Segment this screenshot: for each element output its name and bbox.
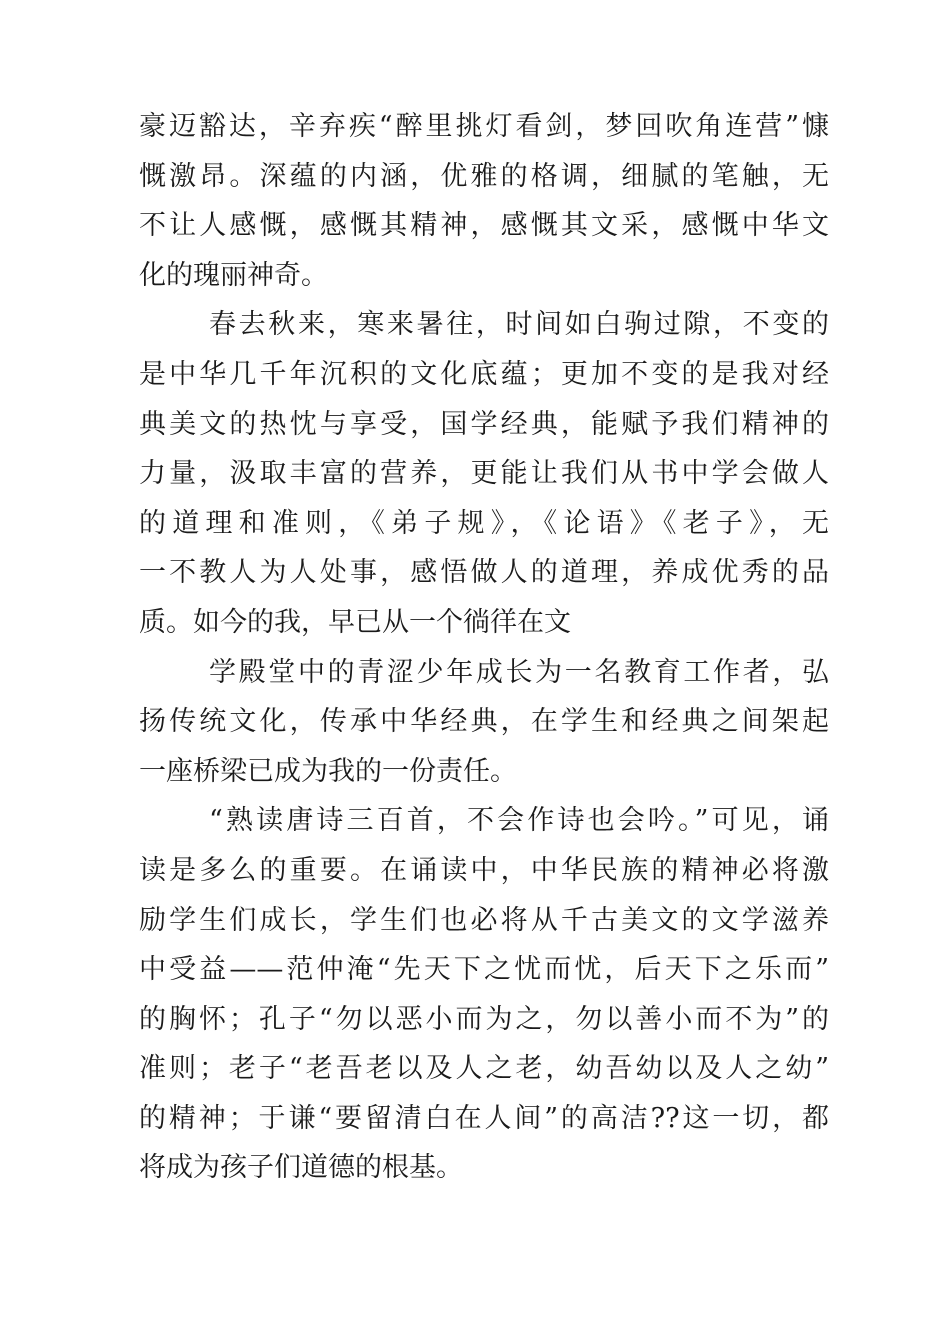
- paragraph-4: [139, 796, 829, 1193]
- text-line: 的胸怀；孔子“勿以恶小而为之，勿以善小而不为”的: [139, 1003, 829, 1035]
- text-line: 中受益——范仲淹“先天下之忧而忧，后天下之乐而”: [139, 954, 829, 986]
- text-line: 励学生们成长，学生们也必将从千古美文的文学滋养: [139, 904, 829, 936]
- text-line: 不让人感慨，感慨其精神，感慨其文采，感慨中华文: [139, 210, 829, 242]
- document-page: [139, 102, 829, 1193]
- text-line: 慨激昂。深蕴的内涵，优雅的格调，细腻的笔触，无: [139, 160, 829, 192]
- paragraph-3: [139, 648, 829, 797]
- paragraph-1: [139, 102, 829, 300]
- text-line: 典美文的热忱与享受，国学经典，能赋予我们精神的: [139, 408, 829, 440]
- text-line: 一不教人为人处事，感悟做人的道理，养成优秀的品: [139, 557, 829, 589]
- text-line: 一座桥梁已成为我的一份责任。: [139, 755, 517, 787]
- text-line: 学殿堂中的青涩少年成长为一名教育工作者，弘: [209, 656, 829, 688]
- paragraph-2: [139, 300, 829, 647]
- text-line: 化的瑰丽神奇。: [139, 259, 328, 291]
- text-line: 质。如今的我，早已从一个徜徉在文: [139, 606, 571, 638]
- text-line: 的道理和准则，《弟子规》，《论语》《老子》，无: [139, 507, 829, 539]
- text-line: 是中华几千年沉积的文化底蕴；更加不变的是我对经: [139, 358, 829, 390]
- text-line: 准则；老子“老吾老以及人之老，幼吾幼以及人之幼”: [139, 1053, 829, 1085]
- text-line: 豪迈豁达，辛弃疾“醉里挑灯看剑，梦回吹角连营”慷: [139, 111, 829, 142]
- text-line: 读是多么的重要。在诵读中，中华民族的精神必将激: [139, 854, 829, 886]
- text-line: 的精神；于谦“要留清白在人间”的高洁??这一切，都: [139, 1102, 829, 1134]
- text-line: “熟读唐诗三百首，不会作诗也会吟。”可见，诵: [209, 805, 829, 837]
- text-line: 扬传统文化，传承中华经典，在学生和经典之间架起: [139, 706, 829, 738]
- text-line: 将成为孩子们道德的根基。: [139, 1152, 463, 1184]
- text-line: 力量，汲取丰富的营养，更能让我们从书中学会做人: [139, 458, 829, 490]
- text-line: 春去秋来，寒来暑往，时间如白驹过隙，不变的: [209, 309, 829, 341]
